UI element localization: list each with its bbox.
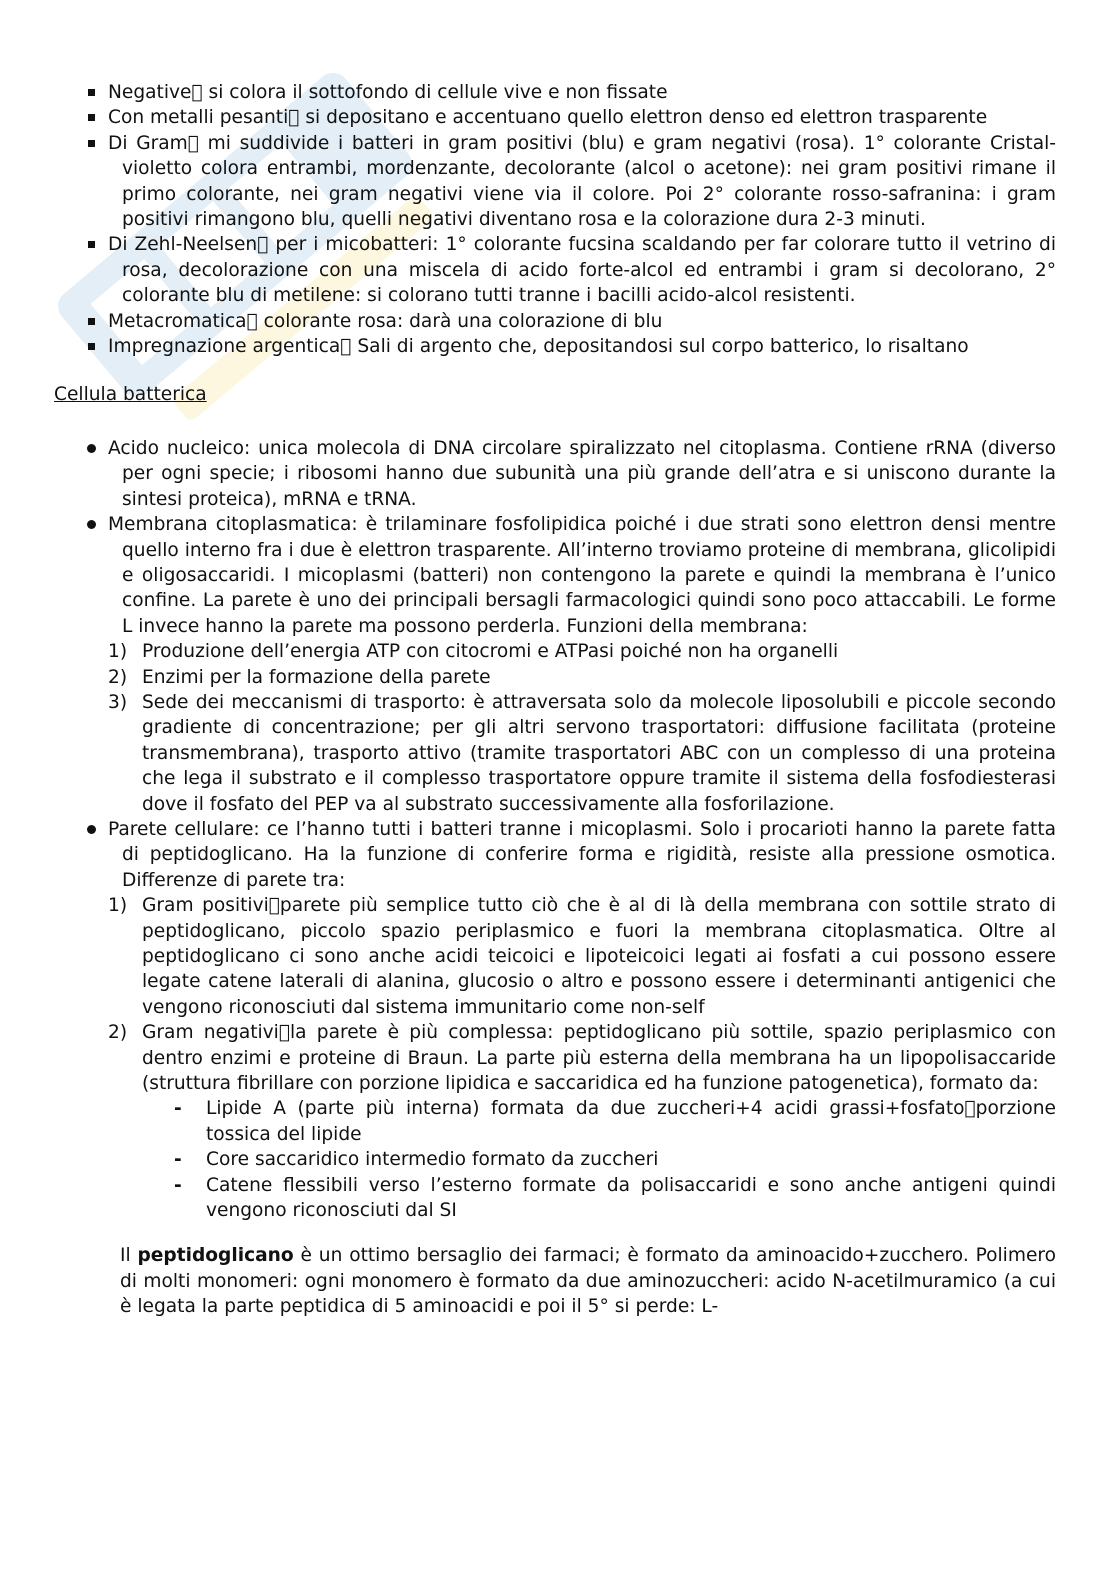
list-item <box>54 512 1056 817</box>
list-item <box>54 131 1056 233</box>
page-content <box>54 80 1056 1320</box>
round-bullet-icon <box>87 520 96 529</box>
membrane-functions-list <box>108 639 1056 817</box>
list-item <box>54 436 1056 512</box>
numbered-item <box>94 665 1056 690</box>
item-number: 2) <box>108 666 128 688</box>
item-number: 1) <box>108 895 128 917</box>
numbered-item-text: Gram negativi la parete è più complessa: peptidoglicano più sottile, spazio periplasmico con dentro enzimi e proteine di Braun. La parte più esterna della membrana ha un lipopolisaccaride (struttura fibrillare con porzione lipidica e saccaridica ed ha funzione patogenetica), formato da: <box>142 1022 1056 1095</box>
round-bullet-icon <box>87 444 96 453</box>
list-item-text: Parete cellulare: ce l’hanno tutti i batteri tranne i micoplasmi. Solo i procarioti hanno la parete fatta di peptidoglicano. Ha la funzione di conferire forma e rigidità, resiste alla pressione osmotica. Differenze di parete tra: <box>108 818 1056 891</box>
peptidoglycan-paragraph <box>120 1243 1056 1319</box>
list-item <box>54 309 1056 334</box>
numbered-item-text: Gram positivi parete più semplice tutto ciò che è al di là della membrana con sottile strato di peptidoglicano, piccolo spazio periplasmico e fuori la membrana citoplasmatica. Oltre al peptidoglicano ci sono anche acidi teicoici e lipoteicoici legati ai fosfati a cui possono essere legate catene laterali di alanina, glucosio o altro e possono essere i determinanti antigenici che vengono riconosciuti dal sistema immunitario come non-self <box>142 895 1056 1018</box>
section-title: Cellula batterica <box>54 384 207 406</box>
list-item <box>54 232 1056 308</box>
list-item-text: Di Zehl-Neelsen per i micobatteri: 1° colorante fucsina scaldando per far colorare tutto il vetrino di rosa, decolorazione con una miscela di acido forte-alcol ed entrambi i gram si decolorano, 2° colorante blu di metilene: si colorano tutti tranne i bacilli acido-alcol resistenti. <box>108 234 1056 307</box>
square-bullet-icon <box>88 89 95 96</box>
list-item <box>54 105 1056 130</box>
list-item-text: Di Gram mi suddivide i batteri in gram positivi (blu) e gram negativi (rosa). 1° colorante Cristal-violetto colora entrambi, mordenzante, decolorante (alcol o acetone): nei gram positivi rimane il primo colorante, nei gram negativi viene via il colore. Poi 2° colorante rosso-safranina: i gram positivi rimangono blu, quelli negativi diventano rosa e la colorazione dura 2-3 minuti. <box>108 132 1056 231</box>
dash-item <box>94 1147 1056 1172</box>
numbered-item-text: Produzione dell’energia ATP con citocromi e ATPasi poiché non ha organelli <box>142 641 839 663</box>
dash-item-text: Lipide A (parte più interna) formata da due zuccheri+4 acidi grassi+fosfato porzione tossica del lipide <box>206 1098 1056 1145</box>
square-bullet-icon <box>88 114 95 121</box>
item-number: 2) <box>108 1022 128 1044</box>
list-item <box>54 80 1056 105</box>
square-bullet-icon <box>88 343 95 350</box>
square-bullet-icon <box>88 140 95 147</box>
list-item-text: Membrana citoplasmatica: è trilaminare fosfolipidica poiché i due strati sono elettron densi mentre quello interno fra i due è elettron trasparente. All’interno troviamo proteine di membrana, glicolipidi e oligosaccaridi. I micoplasmi (batteri) non contengono la parete e quindi la membrana è l’unico confine. La parete è uno dei principali bersagli farmacologici quindi sono poco attaccabili. Le forme L invece hanno la parete ma possono perderla. Funzioni della membrana: <box>108 514 1056 637</box>
numbered-item <box>94 893 1056 1020</box>
lps-components-list <box>142 1096 1056 1223</box>
round-bullet-icon <box>87 825 96 834</box>
numbered-item <box>94 639 1056 664</box>
cell-list <box>54 436 1056 1224</box>
item-number: 3) <box>108 691 128 713</box>
list-item-text: Acido nucleico: unica molecola di DNA circolare spiralizzato nel citoplasma. Contiene rRNA (diverso per ogni specie; i ribosomi hanno due subunità una più grande dell’atra e si uniscono durante la sintesi proteica), mRNA e tRNA. <box>108 437 1056 510</box>
dash-bullet-icon: - <box>174 1149 182 1171</box>
paragraph-text: è un ottimo bersaglio dei farmaci; è formato da aminoacido+zucchero. Polimero di molti monomeri: ogni monomero è formato da due aminozuccheri: acido N-acetilmuramico (a cui è legata la parte peptidica di 5 aminoacidi e poi il 5° si perde: L- <box>120 1245 1056 1318</box>
dash-item-text: Core saccaridico intermedio formato da zuccheri <box>206 1149 659 1171</box>
dash-bullet-icon: - <box>174 1174 182 1196</box>
paragraph-bold-term: peptidoglicano <box>137 1245 294 1267</box>
list-item-text: Negative si colora il sottofondo di cellule vive e non fissate <box>108 82 657 103</box>
list-item <box>54 334 1056 359</box>
list-item-text: Con metalli pesanti si depositano e accentuano quello elettron denso ed elettron trasparente <box>108 107 976 129</box>
dash-item <box>94 1096 1056 1147</box>
list-item-text: Impregnazione argentica Sali di argento che, depositandosi sul corpo batterico, lo risaltano <box>108 336 958 358</box>
paragraph-lead: Il <box>120 1245 138 1267</box>
numbered-item-text: Enzimi per la formazione della parete <box>142 666 491 688</box>
dash-item-text: Catene flessibili verso l’esterno formate da polisaccaridi e sono anche antigeni quindi vengono riconosciuti dal SI <box>206 1174 1056 1222</box>
numbered-item-text: Sede dei meccanismi di trasporto: è attraversata solo da molecole liposolubili e piccole secondo gradiente di concentrazione; per gli altri servono trasportatori: diffusione facilitata (proteine transmembrana), trasporto attivo (tramite trasportatori ABC con un complesso di una proteina che lega il substrato e il complesso trasportatore oppure tramite il sistema della fosfodiesterasi dove il fosfato del PEP va al substrato successivamente alla fosforilazione. <box>142 691 1056 815</box>
dash-bullet-icon: - <box>174 1098 182 1120</box>
square-bullet-icon <box>88 241 95 248</box>
numbered-item <box>94 1020 1056 1223</box>
item-number: 1) <box>108 641 128 663</box>
list-item <box>54 817 1056 1224</box>
dash-item <box>94 1173 1056 1224</box>
staining-list <box>54 80 1056 359</box>
wall-types-list <box>108 893 1056 1223</box>
square-bullet-icon <box>88 318 95 325</box>
list-item-text: Metacromatica colorante rosa: darà una colorazione di blu <box>108 310 652 332</box>
numbered-item <box>94 690 1056 817</box>
